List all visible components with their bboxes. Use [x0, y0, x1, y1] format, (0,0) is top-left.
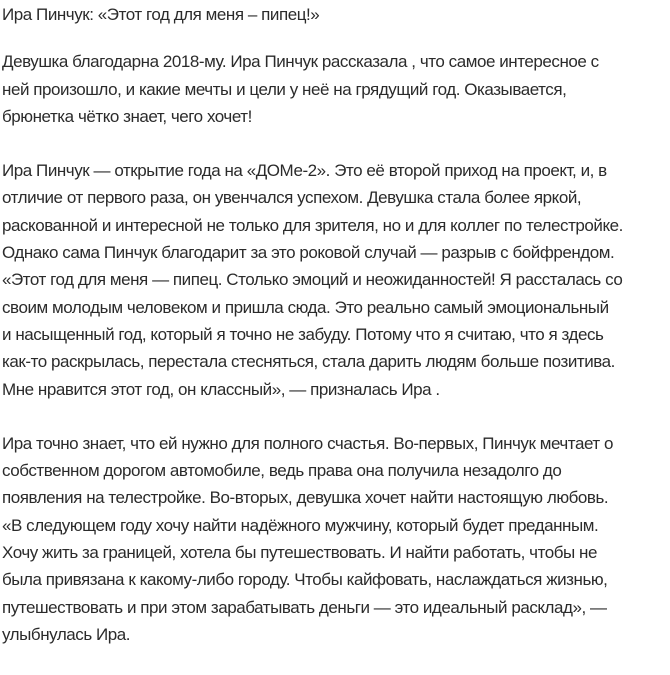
text-line: Девушка благодарна 2018-му. Ира Пинчук рассказала , что самое интересное с [2, 52, 599, 72]
text-line: Ира Пинчук — открытие года на «ДОМе-2». Это её второй приход на проект, и, в [2, 161, 607, 181]
paragraph [2, 157, 670, 403]
article [2, 1, 670, 675]
paragraph [2, 48, 670, 130]
text-line: Ира точно знает, что ей нужно для полного счастья. Во-первых, Пинчук мечтает о [2, 433, 614, 453]
text-line: собственном дорогом автомобиле, ведь права она получила незадолго до [2, 461, 562, 481]
text-line: как-то раскрылась, перестала стесняться, стала дарить людям больше позитива. [2, 352, 615, 372]
text-line: раскованной и интересной не только для зрителя, но и для коллег по телестройке. [2, 215, 623, 235]
text-line: улыбнулась Ира. [2, 624, 131, 644]
text-line: путешествовать и при этом зарабатывать деньги — это идеальный расклад», — [2, 597, 607, 617]
text-line: отличие от первого раза, он увенчался успехом. Девушка стала более яркой, [2, 188, 582, 208]
text-line: «В следующем году хочу найти надёжного мужчину, который будет преданным. [2, 515, 599, 535]
text-line: Мне нравится этот год, он классный», — призналась Ира . [2, 379, 440, 399]
text-line: появления на телестройке. Во-вторых, девушка хочет найти настоящую любовь. [2, 488, 609, 508]
text-line: была привязана к какому-либо городу. Чтобы кайфовать, наслаждаться жизнью, [2, 570, 608, 590]
text-line: ней произошло, и какие мечты и цели у неё на грядущий год. Оказывается, [2, 79, 567, 99]
article-title: Ира Пинчук: «Этот год для меня – пипец!» [2, 5, 320, 24]
paragraph [2, 430, 670, 648]
text-line: своим молодым человеком и пришла сюда. Это реально самый эмоциональный [2, 297, 609, 317]
text-line: Однако сама Пинчук благодарит за это роковой случай — разрыв с бойфрендом. [2, 243, 615, 263]
text-line: и насыщенный год, который я точно не забуду. Потому что я считаю, что я здесь [2, 324, 604, 344]
article-body [2, 48, 670, 648]
text-line: Хочу жить за границей, хотела бы путешествовать. И найти работать, чтобы не [2, 543, 598, 563]
text-line: «Этот год для меня — пипец. Столько эмоций и неожиданностей! Я рассталась со [2, 270, 623, 290]
text-line: брюнетка чётко знает, чего хочет! [2, 106, 252, 126]
